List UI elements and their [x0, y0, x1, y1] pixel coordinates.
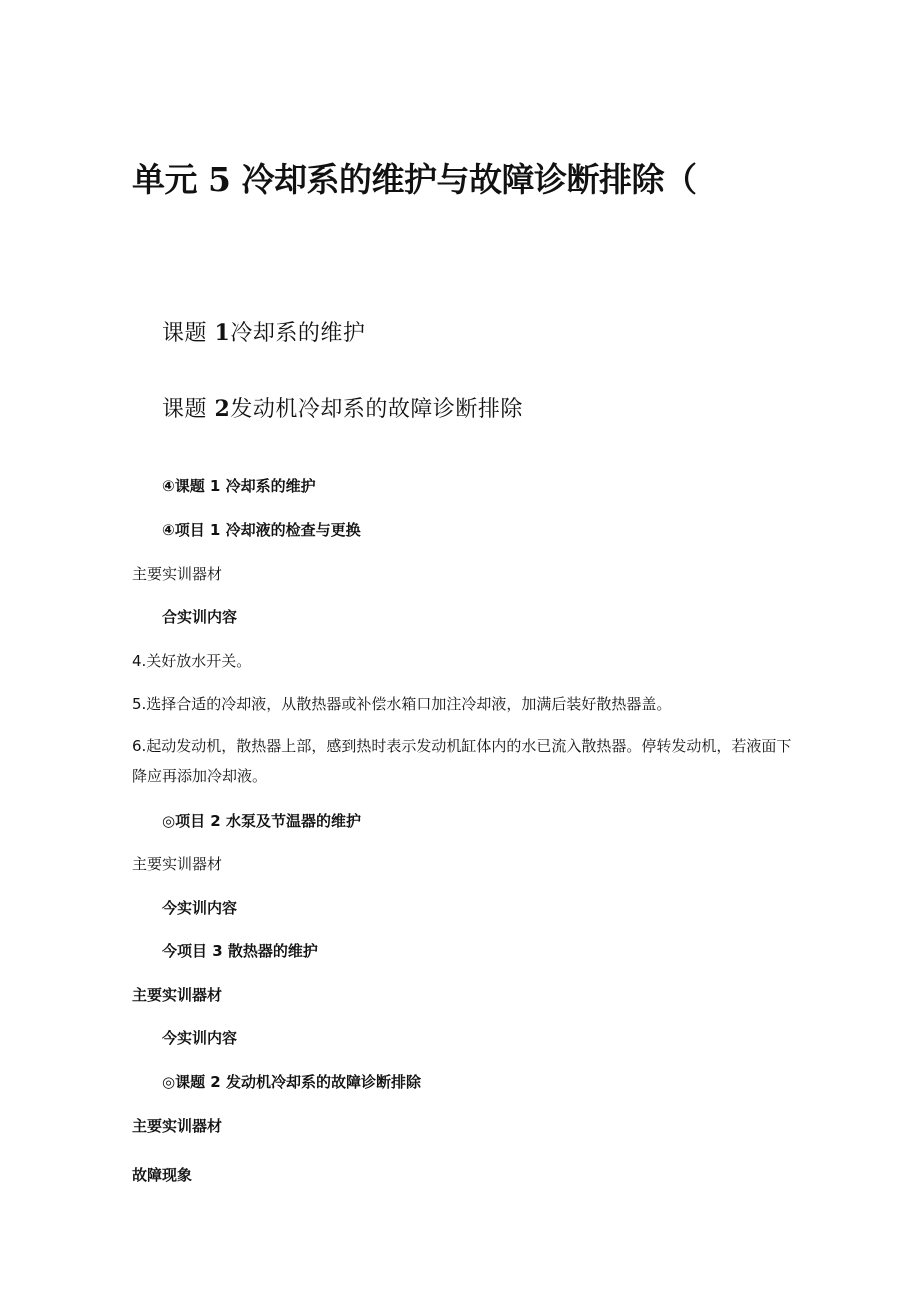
- item-heading-3: 今项目 3 散热器的维护: [162, 942, 318, 960]
- toc-entry-1: [162, 318, 365, 349]
- toc-entry-text: 冷却系的维护: [230, 321, 366, 346]
- step-4: 4.关好放水开关。: [132, 652, 252, 670]
- section-heading-lesson-2: ◎课题 2 发动机冷却系的故障诊断排除: [162, 1073, 421, 1091]
- equipment-label: 主要实训器材: [132, 986, 223, 1004]
- item-heading-1: ④项目 1 冷却液的检查与更换: [162, 521, 361, 539]
- toc-entry-number: 2: [214, 396, 231, 422]
- toc-entry-number: 1: [214, 320, 231, 346]
- equipment-label: 主要实训器材: [132, 565, 223, 583]
- equipment-label: 主要实训器材: [132, 855, 223, 873]
- step-5: 5.选择合适的冷却液，从散热器或补偿水箱口加注冷却液，加满后装好散热器盖。: [132, 695, 672, 713]
- toc-entry-2: [162, 394, 523, 425]
- fault-symptom-label: 故障现象: [132, 1166, 193, 1184]
- toc-entry-prefix: 课题: [162, 397, 215, 422]
- item-heading-2: ◎项目 2 水泵及节温器的维护: [162, 812, 361, 830]
- toc-entry-text: 发动机冷却系的故障诊断排除: [230, 397, 523, 422]
- toc-entry-prefix: 课题: [162, 321, 215, 346]
- step-6: 6.起动发动机，散热器上部，感到热时表示发动机缸体内的水已流入散热器。停转发动机，若液面下降应再添加冷却液。: [132, 737, 792, 785]
- training-content-heading: 今实训内容: [162, 899, 238, 917]
- training-content-heading: 合实训内容: [162, 608, 238, 626]
- training-content-heading: 今实训内容: [162, 1029, 238, 1047]
- document-title: 单元 5 冷却系的维护与故障诊断排除（: [132, 160, 697, 199]
- section-heading-lesson-1: ④课题 1 冷却系的维护: [162, 477, 316, 495]
- equipment-label: 主要实训器材: [132, 1117, 223, 1135]
